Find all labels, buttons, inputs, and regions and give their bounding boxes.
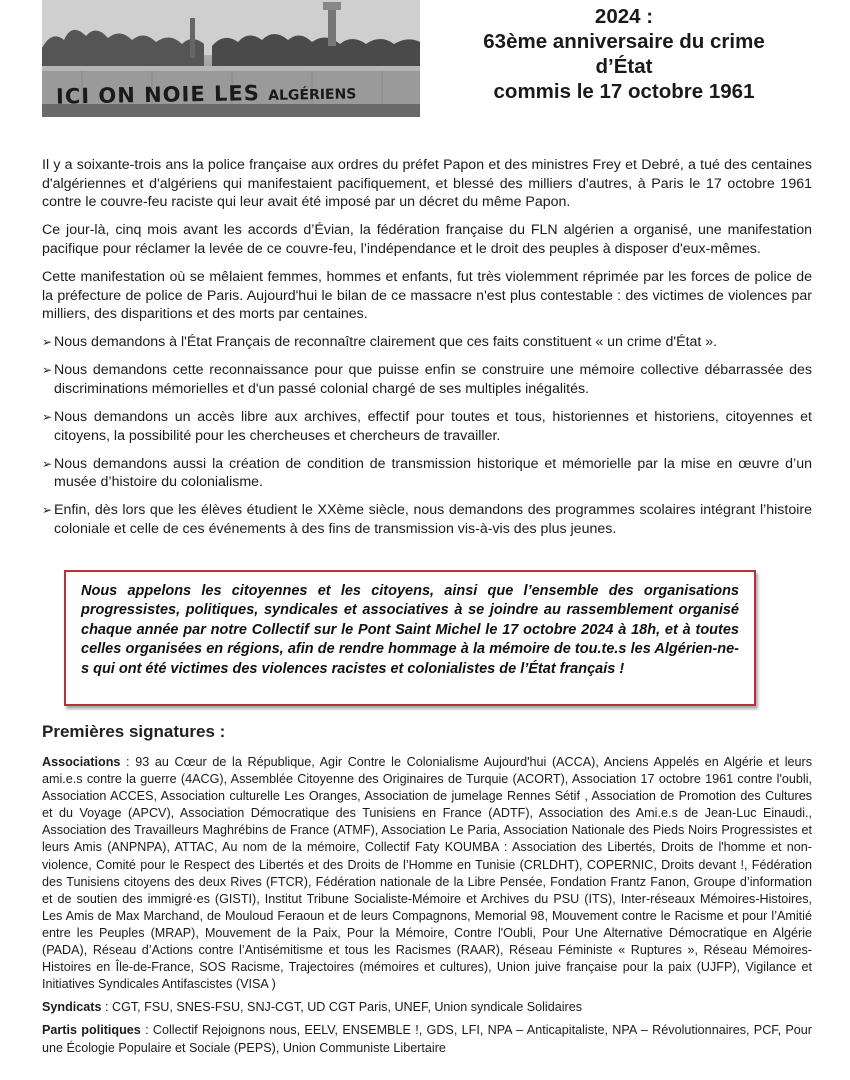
paragraph: Il y a soixante-trois ans la police française aux ordres du préfet Papon et des ministres Frey et Debré, a tué des centaines d'algériennes et d'algériens qui manifestaient pacifiquement, et blessé des milliers d'autres, à Paris le 17 octobre 1961 contre le couvre-feu raciste qui leur avait été imposé par un décret du même Papon. — [42, 157, 812, 211]
demand-text: Nous demandons cette reconnaissance pour que puisse enfin se construire une mémoire collective débarrassée des discriminations mémorielles et d'un passé colonial chargé de ses multiples inégalités. — [54, 362, 812, 397]
syndicats-paragraph — [42, 999, 812, 1016]
graffiti-part-2: ALGÉRIENS — [268, 86, 357, 104]
demand-item — [42, 333, 812, 352]
title-line: 2024 : — [594, 5, 654, 28]
call-to-action-text: Nous appelons les citoyennes et les citoyens, ainsi que l’ensemble des organisations progressistes, politiques, syndicales et associatives à se joindre au rassemblement organisé chaque année par notre Collectif sur le Pont Saint Michel le 17 octobre 2024 à 18h, et à toutes celles organisées en régions, afin de rendre hommage à la mémoire de tou.te.s les Algérien-ne-s qui ont été victimes des violences racistes et colonialistes de l’État français ! — [81, 583, 739, 677]
arrow-bullet-icon: ➢ — [42, 456, 53, 471]
partis-text: : Collectif Rejoignons nous, EELV, ENSEMBLE !, GDS, LFI, NPA – Anticapitaliste, NPA – Révolutionnaires, PCF, Pour une Écologie Populaire et Sociale (PEPS), Union Communiste Libertaire — [42, 1023, 812, 1055]
demand-item — [42, 361, 812, 398]
arrow-bullet-icon: ➢ — [42, 363, 53, 378]
signatures-title: Premières signatures : — [42, 722, 226, 741]
arrow-bullet-icon: ➢ — [42, 410, 53, 425]
title-line: d’État — [595, 55, 653, 78]
demand-text: Enfin, dès lors que les élèves étudient le XXème siècle, nous demandons des programmes scolaires intégrant l’histoire coloniale et celle de ces événements à des fins de transmission vis-à-vis des plus jeunes. — [54, 502, 812, 537]
partis-paragraph — [42, 1022, 812, 1056]
demand-item — [42, 408, 812, 445]
syndicats-text: : CGT, FSU, SNES-FSU, SNJ-CGT, UD CGT Paris, UNEF, Union syndicale Solidaires — [101, 1000, 583, 1015]
associations-paragraph — [42, 754, 812, 993]
paragraph: Cette manifestation où se mêlaient femmes, hommes et enfants, fut très violemment réprimée par les forces de police de la préfecture de police de Paris. Aujourd'hui le bilan de ce massacre n'est plus contestable : des victimes de violences par milliers, des disparitions et des morts par centaines. — [42, 268, 812, 323]
page-title — [430, 4, 818, 104]
demand-item — [42, 501, 812, 538]
title-line: commis le 17 octobre 1961 — [493, 80, 755, 103]
demand-text: Nous demandons aussi la création de condition de transmission historique et mémorielle par la mise en œuvre d’un musée d’histoire du colonialisme. — [54, 455, 812, 491]
demand-text: Nous demandons à l'État Français de reconnaître clairement que ces faits constituent « un crime d'État ». — [54, 334, 718, 351]
signatures-list — [42, 754, 812, 1063]
graffiti-part-1: ICI ON NOIE LES — [55, 81, 261, 109]
title-line: 63ème anniversaire du crime — [483, 30, 765, 53]
demand-item — [42, 455, 812, 492]
partis-label: Partis politiques — [42, 1023, 141, 1038]
header-photo — [42, 0, 420, 117]
paragraph: Ce jour-là, cinq mois avant les accords d’Évian, la fédération française du FLN algérien a organisé, une manifestation pacifique pour réclamer la levée de ce couvre-feu, l’indépendance et le droit des peuples à disposer d'eux-mêmes. — [42, 222, 812, 257]
syndicats-label: Syndicats — [42, 1000, 102, 1015]
demand-text: Nous demandons un accès libre aux archives, effectif pour toutes et tous, historiennes et historiens, citoyennes et citoyens, la possibilité pour les chercheuses et chercheurs de travailler. — [54, 409, 812, 444]
associations-text: : 93 au Cœur de la République, Agir Contre le Colonialisme Aujourd'hui (ACCA), Anciens Appelés en Algérie et leurs ami.e.s contre la guerre (4ACG), Assemblée Citoyenne des Originaires de Turquie (ACORT), Association 17 octobre 1961 contre l'oubli, Association ACCES, Association culturelle Les Oranges, Association de jumelage Rennes Sétif , Association de Promotion des Cultures et du Voyage (APCV), Association Démocratique des Tunisiens en France (ADTF), Association des Ami.e.s de Jean-Luc Einaudi., Association des Travailleurs Maghrébins de France (ATMF), Association Le Paria, Association Nationale des Pieds Noirs Progressistes et leurs Amis (ANPNPA), ATTAC, Au nom de la mémoire, Collectif Faty KOUMBA : Association des Libertés, Droits de l'homme et non-violence, Comité pour le Respect des Libertés et des Droits de l’Homme en Tunisie (CRLDHT), COPERNIC, Droits devant !, Fédération des Tunisiens citoyens des deux Rives (FTCR), Fédération nationale de la Libre Pensée, Fondation Frantz Fanon, Groupe d’information et de soutien des immigré·es (GISTI), Institut Tribune Socialiste-Mémoire et Archives du PSU (ITS), Inter-réseaux Mémoires-Histoires, Les Amis de Max Marchand, de Mouloud Feraoun et de leurs Compagnons, Memorial 98, Mouvement contre le Racisme et pour l’Amitié entre les Peuples (MRAP), Mouvement de la Paix, Pour la Mémoire, Contre l'Oubli, Pour Une Alternative Démocratique en Algérie (PADA), Réseau d’Actions contre l’Antisémitisme et tous les Racismes (RAAR), Réseau Féministe « Ruptures », Réseau Mémoires-Histoires en Île-de-France, SOS Racisme, Trajectoires (mémoires et cultures), Union juive française pour la paix (UJFP), Vigilance et Initiatives Syndicales Antifascistes (VISA ) — [42, 755, 812, 992]
associations-label: Associations — [42, 755, 121, 769]
call-to-action-box — [64, 570, 756, 706]
arrow-bullet-icon: ➢ — [42, 503, 53, 518]
body-text — [42, 156, 812, 548]
arrow-bullet-icon: ➢ — [42, 335, 53, 350]
